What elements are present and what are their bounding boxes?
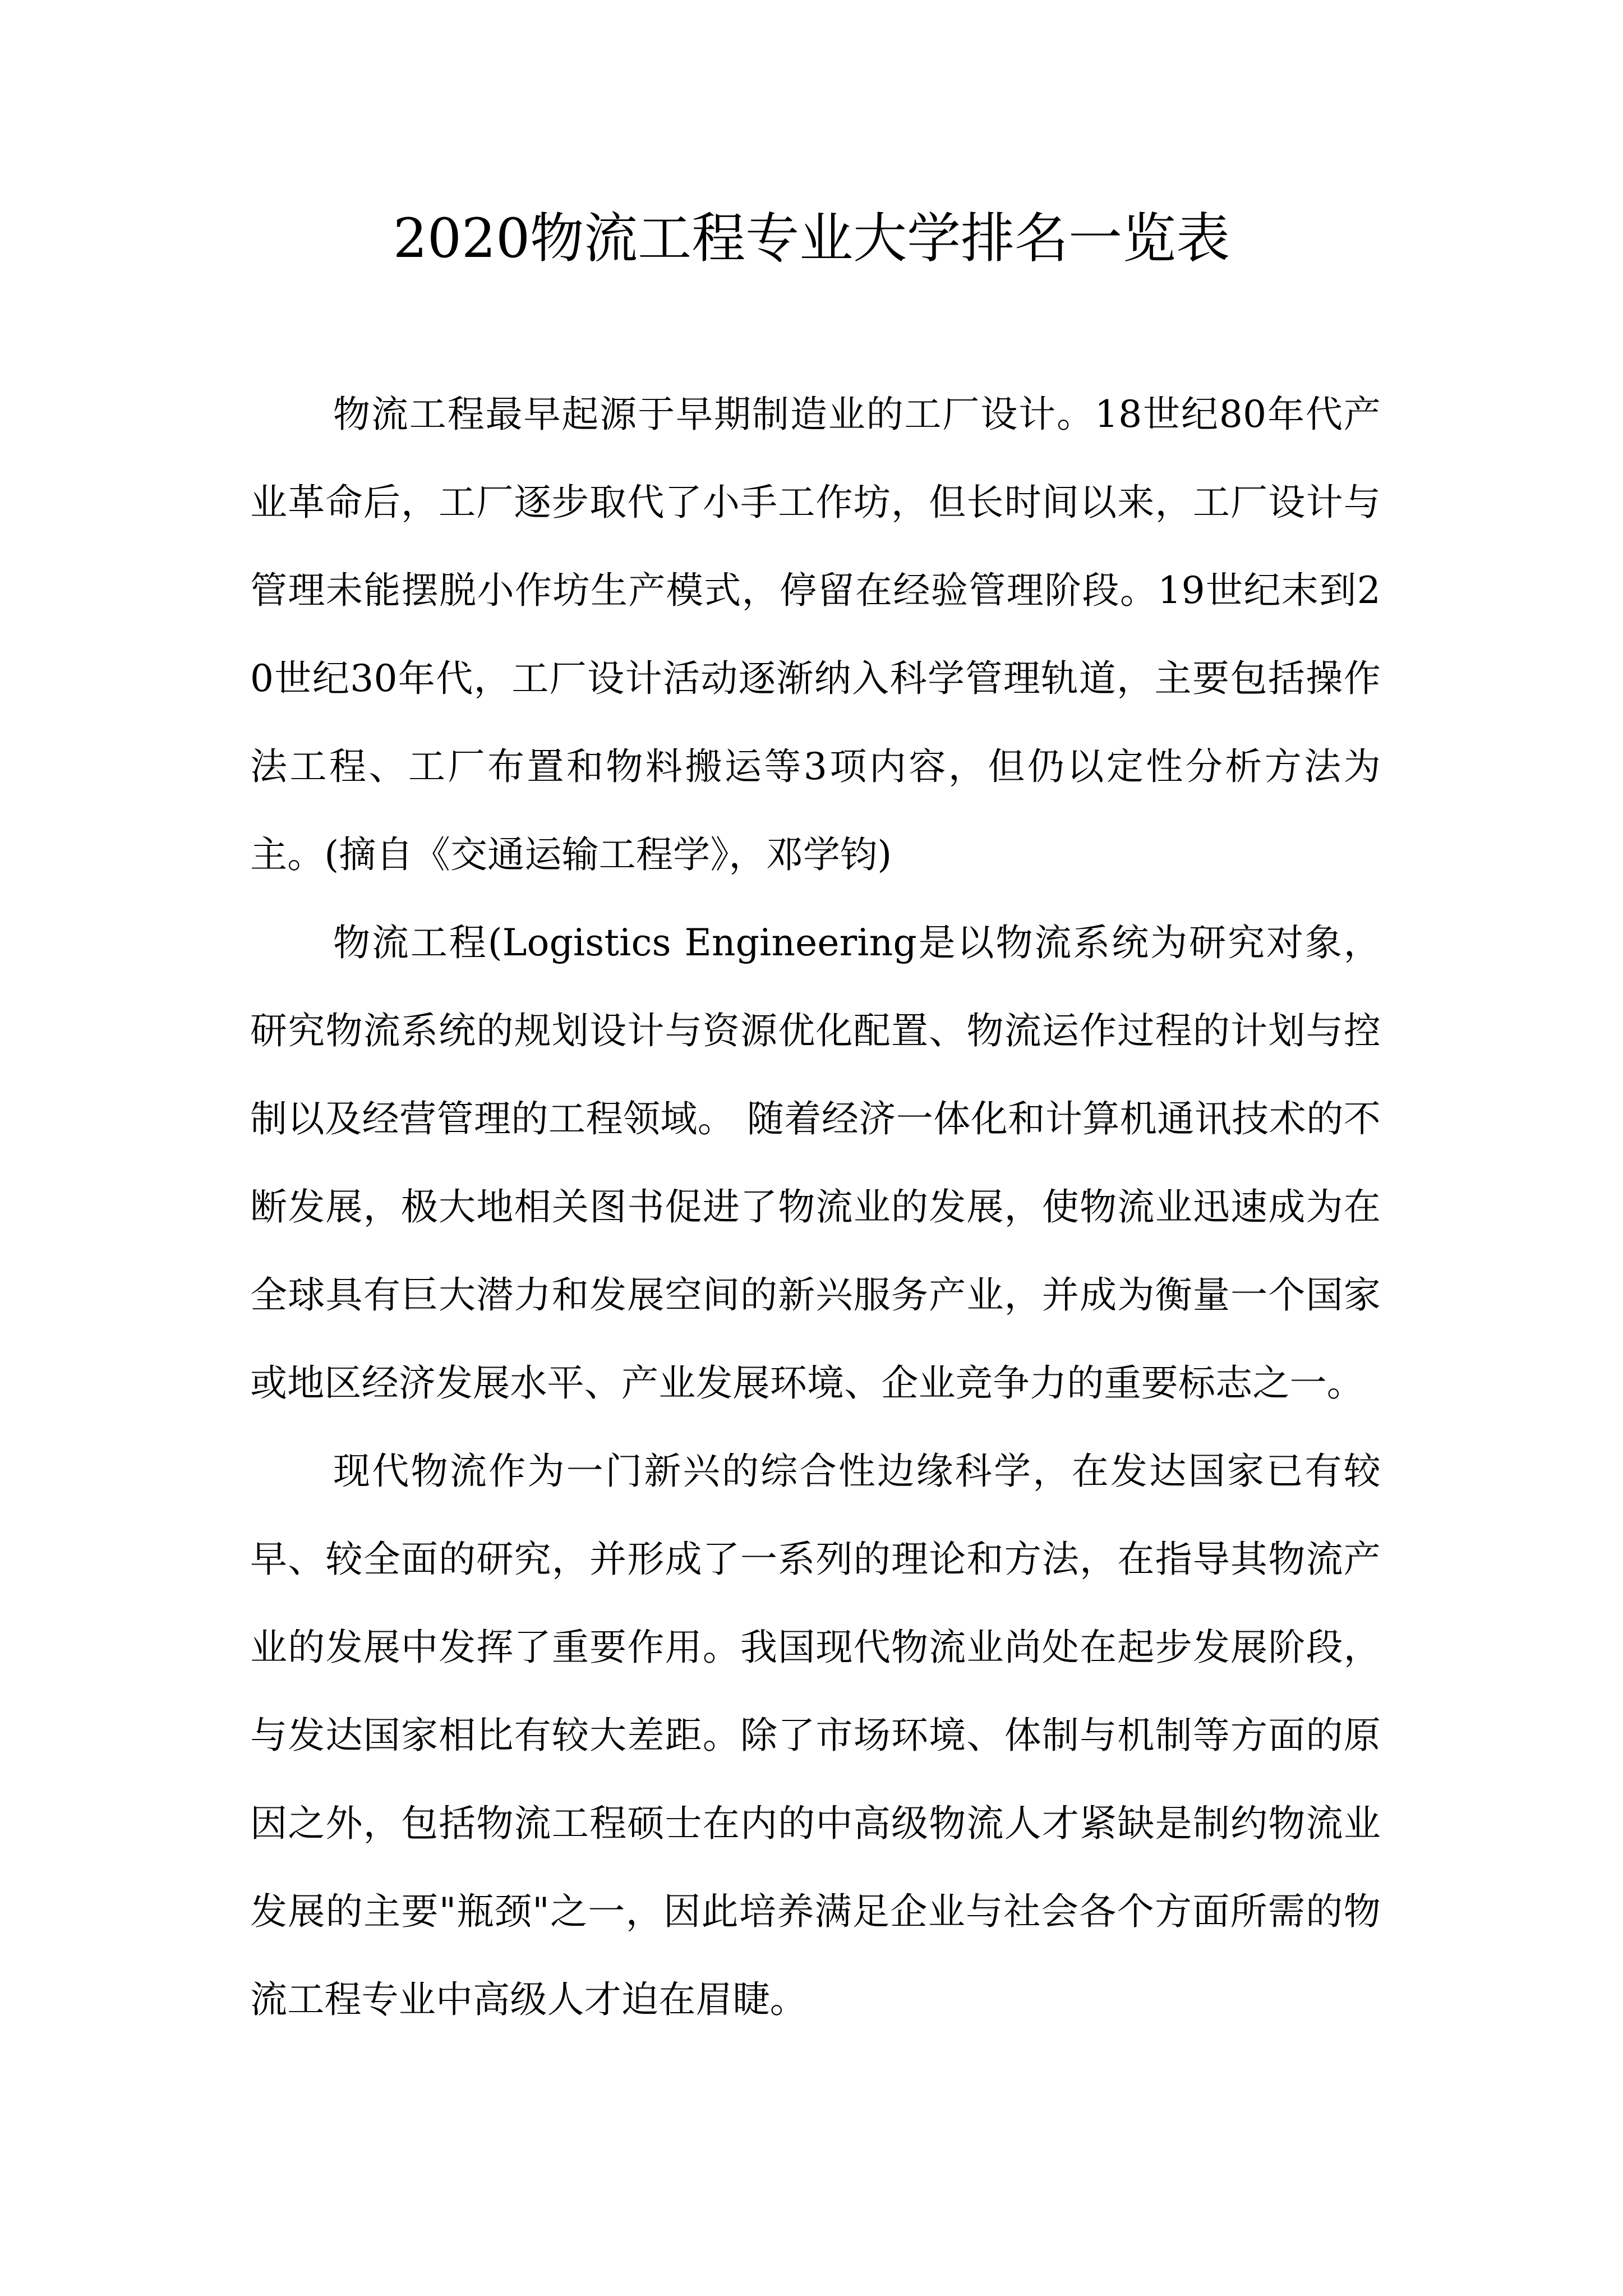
document-title: 2020物流工程专业大学排名一览表 (393, 207, 1230, 270)
paragraph-definition: 物流工程(Logistics Engineering是以物流系统为研究对象，研究物流系统的规划设计与资源优化配置、物流运作过程的计划与控制以及经营管理的工程领域。 随着经济一体化和计算机通讯技术的不断发展，极大地相关图书促进了物流业的发展，使物流业迅速成为在全球具有巨大潜力和发展空间的新兴服务产业，并成为衡量一个国家或地区经济发展水平、产业发展环境、企业竞争力的重要标志之一。 (250, 921, 1381, 1405)
paragraph-modern-logistics: 现代物流作为一门新兴的综合性边缘科学，在发达国家已有较早、较全面的研究，并形成了一系列的理论和方法，在指导其物流产业的发展中发挥了重要作用。我国现代物流业尚处在起步发展阶段，与发达国家相比有较大差距。除了市场环境、体制与机制等方面的原因之外，包括物流工程硕士在内的中高级物流人才紧缺是制约物流业发展的主要"瓶颈"之一，因此培养满足企业与社会各个方面所需的物流工程专业中高级人才迫在眉睫。 (250, 1450, 1381, 2021)
document-body (250, 370, 1381, 2044)
paragraph-origin: 物流工程最早起源于早期制造业的工厂设计。18世纪80年代产业革命后，工厂逐步取代了小手工作坊，但长时间以来，工厂设计与管理未能摆脱小作坊生产模式，停留在经验管理阶段。19世纪末到20世纪30年代，工厂设计活动逐渐纳入科学管理轨道，主要包括操作法工程、工厂布置和物料搬运等3项内容，但仍以定性分析方法为主。(摘自《交通运输工程学》，邓学钧) (250, 393, 1381, 876)
